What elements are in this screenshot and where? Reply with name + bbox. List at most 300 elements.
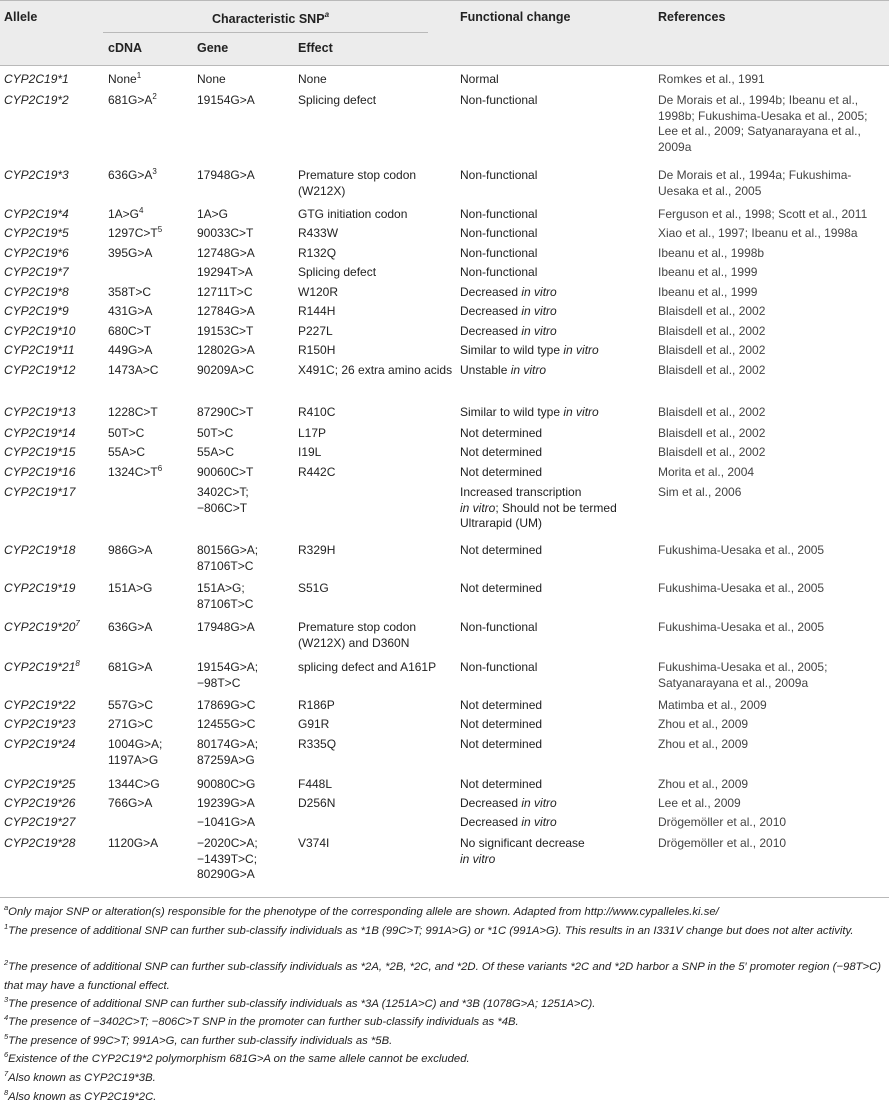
in-vitro-note: in vitro: [507, 363, 547, 377]
cdna-value: 1004G>A; 1197A>G: [108, 737, 163, 767]
effect-cell: P227L: [298, 324, 333, 338]
functional-change-cell: [460, 226, 650, 242]
effect-cell: R132Q: [298, 246, 337, 260]
allele-name: CYP2C19*12: [4, 363, 76, 377]
functional-change-cell: [460, 265, 650, 281]
cdna-value: 636G>A: [108, 168, 153, 182]
functional-change-cell: [460, 737, 650, 753]
cdna-cell: [108, 207, 190, 223]
allele-name: CYP2C19*26: [4, 796, 76, 810]
effect-cell: V374I: [298, 836, 330, 850]
functional-change-cell: [460, 815, 650, 831]
cdna-value: 395G>A: [108, 246, 153, 260]
cdna-cell: [108, 324, 190, 340]
allele-cell: [4, 620, 80, 636]
footnote-mark: 6: [4, 1050, 9, 1059]
cdna-cell: [108, 777, 190, 793]
in-vitro-note: in vitro: [518, 285, 557, 299]
reference-cell: De Morais et al., 1994b; Ibeanu et al., 1998b; Fukushima-Uesaka et al., 2005; Lee et al., 2009; Satyanarayana et al., 2009a: [658, 93, 868, 154]
effect-cell: G91R: [298, 717, 330, 731]
reference-cell: Romkes et al., 1991: [658, 72, 765, 86]
cdna-value: 1473A>C: [108, 363, 159, 377]
footnote-mark: 7: [4, 1069, 9, 1078]
allele-cell: [4, 815, 75, 831]
cdna-value: 431G>A: [108, 304, 153, 318]
footnote-text: Existence of the CYP2C19*2 polymorphism 681G>A on the same allele cannot be excluded.: [8, 1053, 470, 1065]
allele-cell: [4, 285, 69, 301]
cdna-value: 358T>C: [108, 285, 152, 299]
allele-name: CYP2C19*7: [4, 265, 69, 279]
reference-cell: Blaisdell et al., 2002: [658, 445, 766, 459]
reference-cell: Fukushima-Uesaka et al., 2005: [658, 581, 825, 595]
allele-cell: [4, 343, 75, 359]
functional-change-cell: [460, 660, 650, 676]
allele-cell: [4, 363, 75, 379]
cdna-value: 1344C>G: [108, 777, 160, 791]
functional-change: Not determined: [460, 581, 543, 595]
cdna-cell: [108, 796, 190, 812]
functional-change-cell: [460, 343, 650, 359]
cdna-cell: [108, 737, 190, 768]
allele-cell: [4, 207, 69, 223]
functional-change-cell: [460, 581, 650, 597]
cdna-value: 766G>A: [108, 796, 153, 810]
functional-change-cell: [460, 363, 650, 379]
reference-cell: Morita et al., 2004: [658, 465, 755, 479]
header-references: References: [658, 10, 726, 24]
functional-change-cell: [460, 207, 650, 223]
cdna-value: 449G>A: [108, 343, 153, 357]
effect-cell: S51G: [298, 581, 329, 595]
functional-change: Non-functional: [460, 226, 538, 240]
cdna-cell: [108, 343, 190, 359]
functional-change: Non-functional: [460, 265, 538, 279]
gene-cell: 17948G>A: [197, 620, 255, 634]
functional-change-cell: [460, 717, 650, 733]
footnote-text: The presence of additional SNP can further sub-classify individuals as *1B (99C>T; 991A>G) or *1C (991A>G). This results in an I331V change but does not alter activity.: [8, 925, 854, 937]
table-bottom-rule: [0, 897, 889, 898]
functional-change: Similar to wild type: [460, 405, 561, 419]
allele-name: CYP2C19*14: [4, 426, 76, 440]
reference-cell: Fukushima-Uesaka et al., 2005: [658, 620, 825, 634]
allele-name: CYP2C19*27: [4, 815, 76, 829]
cdna-value: 680C>T: [108, 324, 152, 338]
effect-cell: R433W: [298, 226, 339, 240]
reference-cell: Blaisdell et al., 2002: [658, 324, 766, 338]
allele-cell: [4, 581, 75, 597]
allele-name: CYP2C19*19: [4, 581, 76, 595]
gene-cell: 19153C>T: [197, 324, 254, 338]
functional-change: Non-functional: [460, 168, 538, 182]
gene-cell: 19239G>A: [197, 796, 255, 810]
footnote-mark: 4: [4, 1013, 9, 1022]
effect-cell: None: [298, 72, 327, 86]
allele-cell: [4, 226, 69, 242]
cdna-value: 681G>A: [108, 660, 153, 674]
reference-cell: Xiao et al., 1997; Ibeanu et al., 1998a: [658, 226, 858, 240]
allele-cell: [4, 93, 69, 109]
effect-cell: GTG initiation codon: [298, 207, 408, 221]
cdna-cell: [108, 543, 190, 559]
gene-cell: None: [197, 72, 226, 86]
header-characteristic-snp: Characteristic SNP$^a$: [212, 10, 330, 26]
footnote-mark: 3: [4, 995, 9, 1004]
allele-name: CYP2C19*2: [4, 93, 69, 107]
cdna-value: 55A>C: [108, 445, 146, 459]
reference-cell: Blaisdell et al., 2002: [658, 304, 766, 318]
functional-change: Decreased: [460, 815, 519, 829]
gene-cell: 3402C>T; −806C>T: [197, 485, 249, 515]
footnote-mark: 5: [157, 225, 163, 234]
allele-cell: [4, 265, 69, 281]
allele-cell: [4, 304, 69, 320]
allele-cell: [4, 445, 75, 461]
cdna-value: 681G>A: [108, 93, 153, 107]
footnote-mark: 1: [136, 71, 142, 80]
cdna-cell: [108, 426, 190, 442]
header-gene: Gene: [197, 41, 229, 55]
footnote-mark: a: [4, 903, 9, 912]
gene-cell: −1041G>A: [197, 815, 256, 829]
reference-cell: De Morais et al., 1994a; Fukushima-Uesaka et al., 2005: [658, 168, 852, 198]
gene-cell: 12711T>C: [197, 285, 253, 299]
footnote-mark: 2: [4, 958, 9, 967]
functional-change: Not determined: [460, 698, 543, 712]
cdna-cell: [108, 246, 190, 262]
functional-change: Not determined: [460, 717, 543, 731]
functional-change-cell: [460, 543, 650, 559]
footnote-mark: 2: [152, 92, 157, 101]
gene-cell: 80174G>A; 87259A>G: [197, 737, 259, 767]
functional-change: Non-functional: [460, 207, 538, 221]
footnote-mark: 7: [75, 619, 80, 628]
gene-cell: 12455G>C: [197, 717, 256, 731]
allele-cell: [4, 246, 69, 262]
allele-name: CYP2C19*25: [4, 777, 76, 791]
functional-change: Not determined: [460, 737, 543, 751]
functional-change: Decreased: [460, 285, 519, 299]
footnote-text: The presence of additional SNP can further sub-classify individuals as *3A (1251A>C) and *3B (1078G>A; 1251A>C).: [8, 998, 596, 1010]
functional-change: Non-functional: [460, 246, 538, 260]
functional-change-cell: [460, 168, 650, 184]
reference-cell: Drögemöller et al., 2010: [658, 836, 787, 850]
reference-cell: Zhou et al., 2009: [658, 737, 749, 751]
effect-cell: Splicing defect: [298, 93, 377, 107]
gene-cell: 90080C>G: [197, 777, 256, 791]
effect-cell: Premature stop codon (W212X): [298, 168, 417, 198]
gene-cell: 90060C>T: [197, 465, 254, 479]
allele-name: CYP2C19*1: [4, 72, 69, 86]
functional-change-cell: [460, 796, 650, 812]
gene-cell: −2020C>A; −1439T>C; 80290G>A: [197, 836, 258, 882]
functional-change: Decreased: [460, 324, 519, 338]
gene-cell: 90033C>T: [197, 226, 254, 240]
footnote-text: The presence of −3402C>T; −806C>T SNP in the promoter can further sub-classify individuals as *4B.: [8, 1016, 519, 1028]
allele-name: CYP2C19*13: [4, 405, 76, 419]
reference-cell: Ibeanu et al., 1999: [658, 265, 758, 279]
cdna-cell: [108, 698, 190, 714]
cdna-cell: [108, 226, 190, 242]
cdna-cell: [108, 717, 190, 733]
footnote: [4, 958, 884, 995]
functional-change-cell: [460, 777, 650, 793]
allele-cell: [4, 777, 75, 793]
functional-change: Decreased: [460, 796, 519, 810]
allele-name: CYP2C19*10: [4, 324, 76, 338]
allele-cell: [4, 543, 75, 559]
gene-cell: 80156G>A; 87106T>C: [197, 543, 259, 573]
cdna-cell: [108, 836, 190, 852]
table-header: [0, 0, 889, 66]
allele-cell: [4, 660, 80, 676]
footnote-mark: 3: [152, 167, 157, 176]
footnote: [4, 922, 884, 941]
effect-cell: R144H: [298, 304, 336, 318]
gene-cell: 19154G>A: [197, 93, 255, 107]
effect-cell: L17P: [298, 426, 327, 440]
gene-cell: 151A>G; 87106T>C: [197, 581, 254, 611]
gene-cell: 87290C>T: [197, 405, 254, 419]
cdna-value: 1A>G: [108, 207, 140, 221]
cdna-cell: [108, 168, 190, 184]
effect-cell: I19L: [298, 445, 322, 459]
gene-cell: 19294T>A: [197, 265, 253, 279]
effect-cell: R150H: [298, 343, 336, 357]
allele-cell: [4, 698, 75, 714]
gene-cell: 19154G>A; −98T>C: [197, 660, 259, 690]
reference-cell: Matimba et al., 2009: [658, 698, 767, 712]
in-vitro-note: in vitro: [460, 500, 496, 515]
functional-change-cell: [460, 93, 650, 109]
cdna-cell: [108, 405, 190, 421]
cdna-cell: [108, 445, 190, 461]
footnote-text: Also known as CYP2C19*3B.: [8, 1072, 156, 1084]
functional-change-cell: [460, 304, 650, 320]
functional-change: Normal: [460, 72, 499, 86]
footnote: [4, 1013, 884, 1032]
gene-cell: 17948G>A: [197, 168, 255, 182]
allele-cell: [4, 72, 69, 88]
footnote-text: Only major SNP or alteration(s) responsible for the phenotype of the corresponding allele are shown. Adapted from http://www.cypalleles.ki.se/: [8, 906, 719, 918]
allele-name: CYP2C19*21: [4, 660, 76, 674]
effect-cell: R410C: [298, 405, 336, 419]
allele-name: CYP2C19*15: [4, 445, 76, 459]
footnote: [4, 1032, 884, 1051]
functional-change: Not determined: [460, 465, 543, 479]
footnote: [4, 995, 884, 1014]
functional-change-note: ; Should not be termed Ultrarapid (UM): [460, 500, 617, 531]
gene-cell: 17869G>C: [197, 698, 256, 712]
cdna-value: 1120G>A: [108, 836, 159, 850]
functional-change: Not determined: [460, 543, 543, 557]
cdna-value: 1228C>T: [108, 405, 158, 419]
reference-cell: Ibeanu et al., 1999: [658, 285, 758, 299]
reference-cell: Fukushima-Uesaka et al., 2005; Satyanarayana et al., 2009a: [658, 660, 828, 690]
header-functional-change: Functional change: [460, 10, 571, 24]
gene-cell: 12748G>A: [197, 246, 255, 260]
functional-change-cell: [460, 465, 650, 481]
effect-cell: Premature stop codon (W212X) and D360N: [298, 620, 417, 650]
gene-cell: 50T>C: [197, 426, 234, 440]
reference-cell: Zhou et al., 2009: [658, 777, 749, 791]
effect-cell: W120R: [298, 285, 339, 299]
functional-change: Increased transcription: [460, 485, 582, 499]
functional-change: Decreased: [460, 304, 519, 318]
allele-name: CYP2C19*20: [4, 620, 76, 634]
cdna-value: 557G>C: [108, 698, 154, 712]
allele-cell: [4, 405, 75, 421]
effect-cell: F448L: [298, 777, 333, 791]
reference-cell: Blaisdell et al., 2002: [658, 405, 766, 419]
functional-change: Non-functional: [460, 660, 538, 674]
cdna-cell: [108, 465, 190, 481]
footnote-mark: 6: [157, 464, 163, 473]
gene-cell: 12802G>A: [197, 343, 255, 357]
functional-change-cell: [460, 836, 650, 867]
effect-cell: R186P: [298, 698, 335, 712]
header-subrule: [103, 32, 428, 33]
cdna-cell: [108, 72, 190, 88]
functional-change: Not determined: [460, 426, 543, 440]
footnote-mark: 4: [139, 206, 144, 215]
reference-cell: Blaisdell et al., 2002: [658, 343, 766, 357]
functional-change-cell: [460, 426, 650, 442]
allele-name: CYP2C19*18: [4, 543, 76, 557]
footnote: [4, 903, 884, 922]
allele-name: CYP2C19*28: [4, 836, 76, 850]
footnote-text: Also known as CYP2C19*2C.: [8, 1091, 157, 1103]
cdna-value: None: [108, 72, 137, 86]
allele-name: CYP2C19*11: [4, 343, 75, 357]
reference-cell: Blaisdell et al., 2002: [658, 426, 766, 440]
functional-change: Similar to wild type: [460, 343, 561, 357]
effect-cell: R335Q: [298, 737, 337, 751]
cdna-value: 986G>A: [108, 543, 153, 557]
footnote-text: The presence of additional SNP can further sub-classify individuals as *2A, *2B, *2C, and *2D. Of these variants *2C and *2D harbor a SNP in the 5′ promoter region (−98T>C) that may have a functional effect.: [4, 961, 882, 992]
functional-change: Not determined: [460, 445, 543, 459]
cdna-cell: [108, 581, 190, 597]
functional-change-cell: [460, 405, 650, 421]
functional-change-cell: [460, 285, 650, 301]
allele-name: CYP2C19*3: [4, 168, 69, 182]
gene-cell: 1A>G: [197, 207, 229, 221]
footnote-text: The presence of 99C>T; 991A>G, can further sub-classify individuals as *5B.: [8, 1035, 393, 1047]
allele-name: CYP2C19*8: [4, 285, 69, 299]
gene-cell: 55A>C: [197, 445, 235, 459]
effect-cell: splicing defect and A161P: [298, 660, 437, 674]
allele-name: CYP2C19*6: [4, 246, 69, 260]
allele-name: CYP2C19*4: [4, 207, 69, 221]
in-vitro-note: in vitro: [518, 815, 557, 829]
cdna-cell: [108, 620, 190, 636]
header-effect: Effect: [298, 41, 333, 55]
allele-cell: [4, 737, 75, 753]
cdna-value: 1324C>T: [108, 465, 158, 479]
header-cdna: cDNA: [108, 41, 143, 55]
cdna-cell: [108, 93, 190, 109]
effect-cell: R329H: [298, 543, 336, 557]
functional-change: No significant decrease: [460, 836, 585, 850]
in-vitro-note: in vitro: [460, 851, 496, 866]
cdna-value: 50T>C: [108, 426, 145, 440]
allele-name: CYP2C19*5: [4, 226, 69, 240]
allele-cell: [4, 717, 75, 733]
reference-cell: Fukushima-Uesaka et al., 2005: [658, 543, 825, 557]
cdna-value: 1297C>T: [108, 226, 158, 240]
functional-change-cell: [460, 72, 650, 88]
footnote-mark: 5: [4, 1032, 9, 1041]
functional-change: Unstable: [460, 363, 508, 377]
allele-name: CYP2C19*9: [4, 304, 69, 318]
allele-cell: [4, 465, 75, 481]
allele-name: CYP2C19*22: [4, 698, 76, 712]
allele-cell: [4, 836, 75, 852]
reference-cell: Blaisdell et al., 2002: [658, 363, 766, 377]
functional-change-cell: [460, 324, 650, 340]
reference-cell: Lee et al., 2009: [658, 796, 741, 810]
reference-cell: Ferguson et al., 1998; Scott et al., 2011: [658, 207, 868, 221]
functional-change-cell: [460, 445, 650, 461]
cdna-cell: [108, 363, 190, 379]
reference-cell: Ibeanu et al., 1998b: [658, 246, 765, 260]
allele-cell: [4, 426, 75, 442]
cdna-cell: [108, 304, 190, 320]
cdna-value: 636G>A: [108, 620, 153, 634]
gene-cell: 90209A>C: [197, 363, 255, 377]
allele-name: CYP2C19*24: [4, 737, 76, 751]
allele-cell: [4, 324, 75, 340]
reference-cell: Sim et al., 2006: [658, 485, 742, 499]
footnote: [4, 1088, 884, 1107]
effect-cell: X491C; 26 extra amino acids: [298, 363, 453, 377]
effect-cell: R442C: [298, 465, 336, 479]
allele-cell: [4, 168, 69, 184]
functional-change-cell: [460, 485, 650, 532]
footnote-mark: 1: [4, 922, 9, 931]
cdna-value: 151A>G: [108, 581, 153, 595]
cdna-value: 271G>C: [108, 717, 154, 731]
in-vitro-note: in vitro: [518, 304, 557, 318]
footnote: [4, 1069, 884, 1088]
in-vitro-note: in vitro: [518, 324, 557, 338]
effect-cell: Splicing defect: [298, 265, 377, 279]
reference-cell: Drögemöller et al., 2010: [658, 815, 787, 829]
allele-cell: [4, 796, 75, 812]
functional-change: Non-functional: [460, 620, 538, 634]
footnote-mark: 8: [4, 1088, 9, 1097]
footnote: [4, 1050, 884, 1069]
in-vitro-note: in vitro: [518, 796, 557, 810]
functional-change: Non-functional: [460, 93, 538, 107]
allele-cell: [4, 485, 75, 501]
functional-change-cell: [460, 246, 650, 262]
allele-name: CYP2C19*16: [4, 465, 76, 479]
cdna-cell: [108, 660, 190, 676]
in-vitro-note: in vitro: [560, 405, 599, 419]
functional-change-cell: [460, 698, 650, 714]
effect-cell: D256N: [298, 796, 336, 810]
allele-name: CYP2C19*23: [4, 717, 76, 731]
gene-cell: 12784G>A: [197, 304, 255, 318]
functional-change-cell: [460, 620, 650, 636]
cdna-cell: [108, 285, 190, 301]
reference-cell: Zhou et al., 2009: [658, 717, 749, 731]
in-vitro-note: in vitro: [560, 343, 599, 357]
footnote-mark: 8: [75, 659, 80, 668]
header-allele: Allele: [4, 10, 38, 24]
allele-name: CYP2C19*17: [4, 485, 76, 499]
functional-change: Not determined: [460, 777, 543, 791]
